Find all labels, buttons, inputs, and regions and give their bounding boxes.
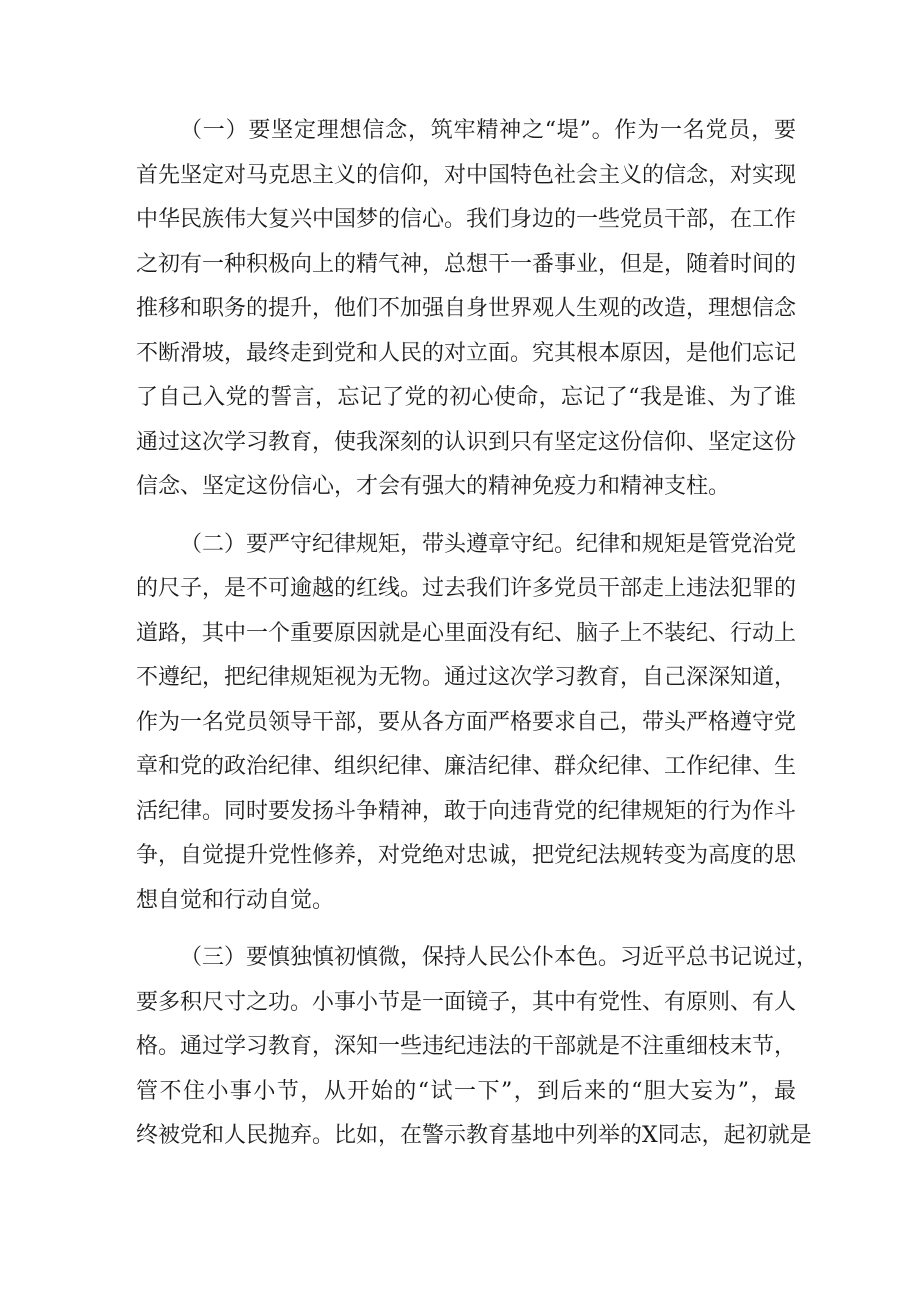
text-line: 的尺子，是不可逾越的红线。过去我们许多党员干部走上违法犯罪的 bbox=[136, 576, 797, 601]
text-line: 信念、坚定这份信心，才会有强大的精神免疫力和精神支柱。 bbox=[136, 474, 731, 499]
text-line: 格。通过学习教育，深知一些违纪违法的干部就是不注重细枝末节， bbox=[136, 1034, 797, 1059]
text-line: 章和党的政治纪律、组织纪律、廉洁纪律、群众纪律、工作纪律、生 bbox=[136, 754, 797, 779]
text-line: 通过这次学习教育，使我深刻的认识到只有坚定这份信仰、坚定这份 bbox=[136, 430, 797, 455]
text-line: 要多积尺寸之功。小事小节是一面镜子，其中有党性、有原则、有人 bbox=[136, 990, 797, 1015]
text-line: （三）要慎独慎初慎微，保持人民公仆本色。习近平总书记说过， bbox=[180, 945, 819, 970]
text-line: 首先坚定对马克思主义的信仰，对中国特色社会主义的信念，对实现 bbox=[136, 163, 797, 188]
text-line: 想自觉和行动自觉。 bbox=[136, 888, 335, 913]
text-line: 作为一名党员领导干部，要从各方面严格要求自己，带头严格遵守党 bbox=[136, 710, 797, 735]
text-line: 中华民族伟大复兴中国梦的信心。我们身边的一些党员干部，在工作 bbox=[136, 207, 797, 232]
text-line: 之初有一种积极向上的精气神，总想干一番事业，但是，随着时间的 bbox=[136, 252, 797, 277]
text-line: 不遵纪，把纪律规矩视为无物。通过这次学习教育，自己深深知道， bbox=[136, 665, 797, 690]
text-line: 道路，其中一个重要原因就是心里面没有纪、脑子上不装纪、行动上 bbox=[136, 621, 797, 646]
text-line: 推移和职务的提升，他们不加强自身世界观人生观的改造，理想信念 bbox=[136, 296, 797, 321]
text-line: 活纪律。同时要发扬斗争精神，敢于向违背党的纪律规矩的行为作斗 bbox=[136, 799, 797, 824]
text-line: 了自己入党的誓言，忘记了党的初心使命，忘记了“我是谁、为了谁 bbox=[136, 385, 796, 410]
text-line: 不断滑坡，最终走到党和人民的对立面。究其根本原因，是他们忘记 bbox=[136, 341, 797, 366]
text-line: 争，自觉提升党性修养，对党绝对忠诚，把党纪法规转变为高度的思 bbox=[136, 843, 797, 868]
text-line: 管不住小事小节，从开始的“试一下”，到后来的“胆大妄为”，最 bbox=[136, 1079, 796, 1104]
text-line: （一）要坚定理想信念，筑牢精神之“堤”。作为一名党员，要 bbox=[180, 118, 796, 143]
text-line: 终被党和人民抛弃。比如，在警示教育基地中列举的X同志，起初就是 bbox=[136, 1123, 812, 1148]
text-line: （二）要严守纪律规矩，带头遵章守纪。纪律和规矩是管党治党 bbox=[180, 532, 797, 557]
